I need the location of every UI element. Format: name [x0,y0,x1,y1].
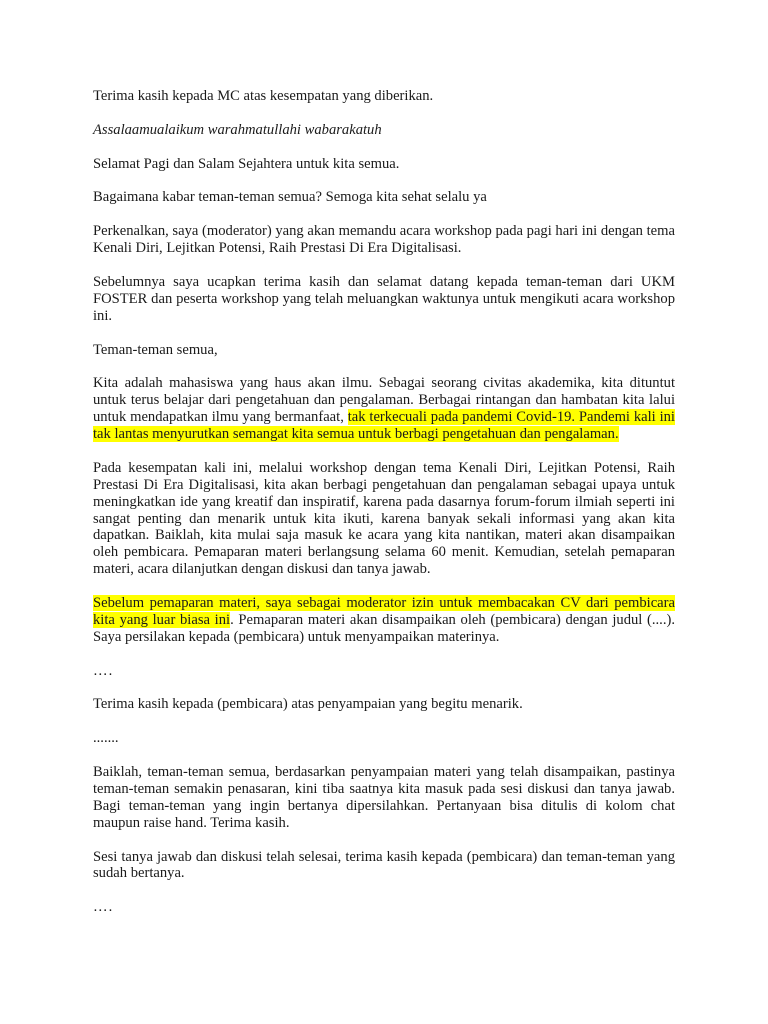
paragraph-speaker-cv [93,595,675,646]
paragraph-qa-closing: Sesi tanya jawab dan diskusi telah selesai, terima kasih kepada (pembicara) dan teman-teman yang sudah bertanya. [93,848,675,882]
paragraph-address: Teman-teman semua, [93,341,218,358]
paragraph-welcome: Sebelumnya saya ucapkan terima kasih dan selamat datang kepada teman-teman dari UKM FOSTER dan peserta workshop yang telah meluangkan waktunya untuk mengikuti acara workshop ini. [93,273,675,324]
ellipsis-2: ....... [93,730,119,747]
paragraph-workshop-agenda: Pada kesempatan kali ini, melalui workshop dengan tema Kenali Diri, Lejitkan Potensi, Raih Prestasi Di Era Digitalisasi, kita akan berbagi pengetahuan dan pengalaman sebagai upaya untuk meningkatkan ide yang kreatif dan inspiratif, karena pada dasarnya forum-forum ilmiah seperti ini sangat penting dan menarik untuk kita ikuti, karena banyak sekali informasi yang akan kita dapatkan. Baiklah, kita mulai saja masuk ke acara yang kita nantikan, materi akan disampaikan oleh pembicara. Pemaparan materi berlangsung selama 60 menit. Kemudian, setelah pemaparan materi, acara dilanjutkan dengan diskusi dan tanya jawab. [93,459,675,578]
paragraph-thanks-mc: Terima kasih kepada MC atas kesempatan yang diberikan. [93,88,434,104]
paragraph-speaker-cv-text: . Pemaparan materi akan disampaikan oleh (pembicara) dengan judul (....). Saya persilakan kepada (pembicara) untuk menyampaikan materinya. [93,611,675,645]
ellipsis-3: …. [93,899,114,916]
highlighted-text-pandemic: tak terkecuali pada pandemi Covid-19. Pandemi kali ini tak lantas menyurutkan semangat kita semua untuk berbagi pengetahuan dan pengalaman. [93,409,675,443]
paragraph-qa-session: Baiklah, teman-teman semua, berdasarkan penyampaian materi yang telah disampaikan, pastinya teman-teman semakin penasaran, kini tiba saatnya kita masuk pada sesi diskusi dan tanya jawab. Bagi teman-teman yang ingin bertanya dipersilahkan. Pertanyaan bisa ditulis di kolom chat maupun raise hand. Terima kasih. [93,764,675,831]
document-body [93,88,675,933]
ellipsis-1: …. [93,662,114,679]
paragraph-greeting-salam: Assalaamualaikum warahmatullahi wabarakatuh [93,121,382,138]
paragraph-students-text: Kita adalah mahasiswa yang haus akan ilmu. Sebagai seorang civitas akademika, kita dituntut untuk terus belajar dari pengetahuan dan pengalaman. Berbagai rintangan dan hambatan kita lalui untuk mendapatkan ilmu yang bermanfaat, [93,375,675,426]
paragraph-introduction: Perkenalkan, saya (moderator) yang akan memandu acara workshop pada pagi hari ini dengan tema Kenali Diri, Lejitkan Potensi, Raih Prestasi Di Era Digitalisasi. [93,223,675,257]
highlighted-text-cv: Sebelum pemaparan materi, saya sebagai moderator izin untuk membacakan CV dari pembicara kita yang luar biasa ini [93,595,675,628]
paragraph-greeting-morning: Selamat Pagi dan Salam Sejahtera untuk kita semua. [93,155,400,172]
paragraph-how-are-you: Bagaimana kabar teman-teman semua? Semoga kita sehat selalu ya [93,189,487,206]
paragraph-students [93,375,675,443]
paragraph-thanks-speaker: Terima kasih kepada (pembicara) atas penyampaian yang begitu menarik. [93,696,523,713]
